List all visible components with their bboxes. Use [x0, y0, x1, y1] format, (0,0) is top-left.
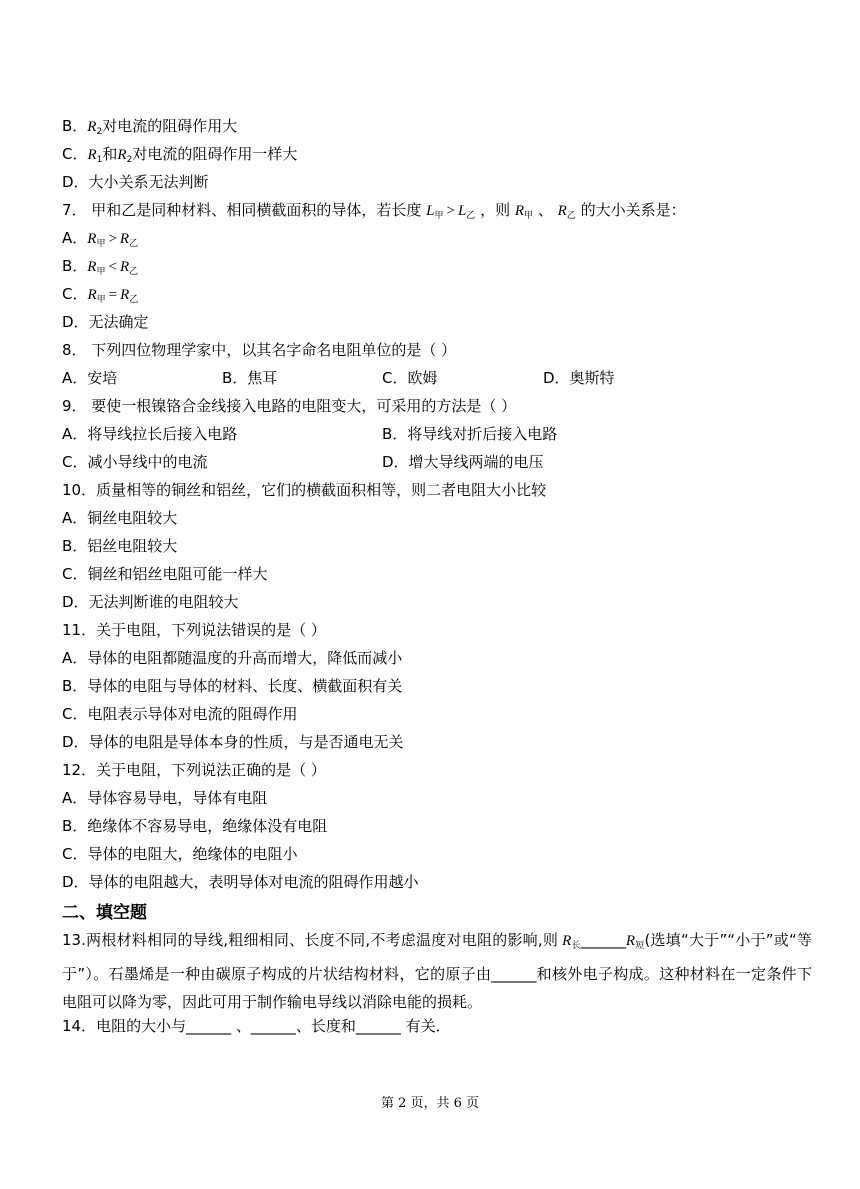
math-l-yi: $L_乙$ [457, 203, 476, 221]
q10-option-d: D．无法判断谁的电阻较大 [62, 593, 239, 611]
q11-option-c: C．电阻表示导体对电流的阻碍作用 [62, 705, 298, 723]
option-prefix: A． [62, 229, 88, 247]
option-prefix: C． [62, 145, 88, 163]
option-prefix: C． [62, 285, 88, 303]
q13-paragraph [62, 926, 812, 1016]
option-text: 对电流的阻碍作用大 [102, 117, 238, 135]
q6-option-c [62, 144, 297, 170]
q7-option-c [62, 284, 138, 310]
math-expr: $R_甲 = R_乙$ [87, 287, 139, 305]
q7-option-d: D．无法确定 [62, 313, 149, 331]
fill-blank[interactable]: ______ [491, 965, 537, 983]
math-r-long: $R_长$ [562, 933, 581, 951]
option-prefix: B． [62, 117, 88, 135]
math-l-jia: $L_甲$ [426, 203, 444, 221]
math-expr: $R_甲 > R_乙$ [87, 231, 139, 249]
q12-option-c: C．导体的电阻大，绝缘体的电阻小 [62, 845, 298, 863]
section-title: 二、填空题 [62, 903, 147, 923]
math-r2: $R_2$ [87, 119, 103, 137]
q12-option-b: B．绝缘体不容易导电，绝缘体没有电阻 [62, 817, 328, 835]
fill-blank[interactable]: ______ [580, 931, 626, 949]
q10-stem: 10．质量相等的铜丝和铝丝，它们的横截面积相等，则二者电阻大小比较 [62, 481, 547, 499]
math-r-short: $R_短$ [625, 933, 645, 951]
option-text: 和 [102, 145, 118, 163]
math-r1: $R_1$ [87, 147, 103, 165]
q11-option-a: A．导体的电阻都随温度的升高而增大，降低而减小 [62, 649, 403, 667]
q9-option-a: A．将导线拉长后接入电路 [62, 425, 238, 443]
page-number: 第 2 页，共 6 页 [380, 1096, 480, 1111]
q10-option-b: B．铝丝电阻较大 [62, 537, 178, 555]
q10-option-c: C．铜丝和铝丝电阻可能一样大 [62, 565, 268, 583]
stem-text: 7． 甲和乙是同种材料、相同横截面积的导体，若长度 [62, 201, 422, 219]
math-op: > [446, 203, 455, 219]
q9-stem: 9． 要使一根镍铬合金线接入电路的电阻变大，可采用的方法是（ ） [62, 397, 517, 415]
q8-option-a: A．安培 [62, 369, 118, 387]
q9-option-c: C．减小导线中的电流 [62, 453, 208, 471]
q14-text: 14．电阻的大小与______ 、______、长度和______ 有关． [62, 1017, 451, 1035]
q12-stem: 12．关于电阻，下列说法正确的是（ ） [62, 761, 326, 779]
q10-option-a: A．铜丝电阻较大 [62, 509, 178, 527]
option-prefix: B． [62, 257, 88, 275]
option-text: 对电流的阻碍作用一样大 [132, 145, 298, 163]
q6-option-b [62, 116, 237, 142]
q8-stem: 8． 下列四位物理学家中，以其名字命名电阻单位的是（ ） [62, 341, 457, 359]
q7-option-a [62, 228, 138, 254]
q8-option-b: B．焦耳 [222, 369, 278, 387]
q11-option-d: D．导体的电阻是导体本身的性质，与是否通电无关 [62, 733, 404, 751]
q8-option-c: C．欧姆 [382, 369, 438, 387]
q7-option-b [62, 256, 138, 282]
stem-text: ，则 [480, 201, 511, 219]
q6-option-d: D．大小关系无法判断 [62, 173, 209, 191]
math-r-jia: $R_甲$ [514, 203, 534, 221]
stem-text: 、 [537, 201, 553, 219]
q12-option-a: A．导体容易导电，导体有电阻 [62, 789, 268, 807]
q11-stem: 11．关于电阻，下列说法错误的是（ ） [62, 621, 326, 639]
q8-option-d: D．奥斯特 [543, 369, 615, 387]
q12-option-d: D．导体的电阻越大，表明导体对电流的阻碍作用越小 [62, 873, 419, 891]
q11-option-b: B．导体的电阻与导体的材料、长度、横截面积有关 [62, 677, 403, 695]
math-r2: $R_2$ [117, 147, 133, 165]
q13-text: (选填“大于”“小于”或“等于”）。石墨烯是一种由碳原子构成的片状结构材料，它的原子由 [62, 931, 812, 983]
q9-option-b: B．将导线对折后接入电路 [382, 425, 558, 443]
q7-stem [62, 200, 686, 226]
q13-text: 13.两根材料相同的导线,粗细相同、长度不同,不考虑温度对电阻的影响,则 [62, 931, 559, 949]
q9-option-d: D．增大导线两端的电压 [382, 453, 544, 471]
stem-text: 的大小关系是： [580, 201, 686, 219]
q13-text: 和核外电子构成。这种材料在一定条件下电阻可以降为零，因此可用于制作输电导线以消除电能的损耗。 [62, 965, 812, 1011]
math-expr: $R_甲 < R_乙$ [87, 259, 139, 277]
math-r-yi: $R_乙$ [557, 203, 576, 221]
